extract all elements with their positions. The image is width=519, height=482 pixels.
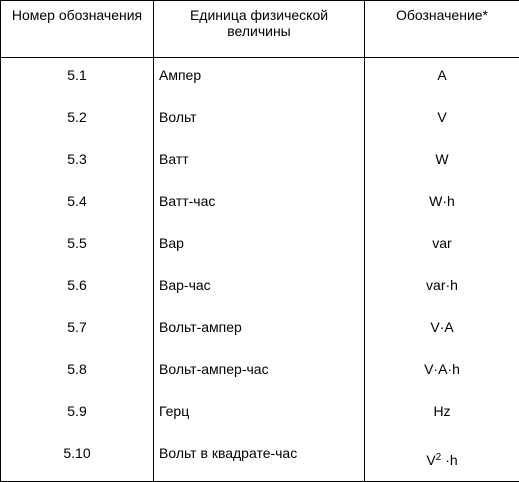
- symbol-base: V: [426, 452, 435, 468]
- row-number: 5.3: [1, 142, 154, 184]
- row-symbol: V·A: [365, 310, 519, 352]
- row-symbol: W·h: [365, 184, 519, 226]
- row-symbol: var: [365, 226, 519, 268]
- row-number: 5.4: [1, 184, 154, 226]
- row-unit-name: Вар-час: [154, 268, 365, 310]
- header-number: Номер обозначения: [1, 1, 154, 58]
- row-number: 5.5: [1, 226, 154, 268]
- row-unit-name: Ампер: [154, 58, 365, 100]
- row-symbol: Hz: [365, 394, 519, 436]
- row-unit-name: Вольт-ампер: [154, 310, 365, 352]
- header-symbol: Обозначение*: [365, 1, 519, 58]
- row-symbol: V·A·h: [365, 352, 519, 394]
- row-number: 5.1: [1, 58, 154, 100]
- table-row: [1, 142, 519, 184]
- header-row: [1, 1, 519, 58]
- row-symbol: [365, 436, 519, 482]
- row-number: 5.6: [1, 268, 154, 310]
- table-row: [1, 268, 519, 310]
- row-unit-name: Ватт: [154, 142, 365, 184]
- row-unit-name: Вольт-ампер-час: [154, 352, 365, 394]
- header-unit-name: Единица физической величины: [154, 1, 365, 58]
- row-unit-name: Герц: [154, 394, 365, 436]
- row-symbol: V: [365, 100, 519, 142]
- row-number: 5.2: [1, 100, 154, 142]
- row-unit-name: Ватт-час: [154, 184, 365, 226]
- table-row: [1, 436, 519, 482]
- row-symbol: var·h: [365, 268, 519, 310]
- table-row: [1, 184, 519, 226]
- table-row: [1, 58, 519, 100]
- row-symbol: W: [365, 142, 519, 184]
- row-number: 5.9: [1, 394, 154, 436]
- table-row: [1, 226, 519, 268]
- symbol-rest: ·h: [445, 452, 457, 468]
- row-unit-name: Вар: [154, 226, 365, 268]
- table-row: [1, 310, 519, 352]
- row-number: 5.10: [1, 436, 154, 482]
- row-number: 5.7: [1, 310, 154, 352]
- row-unit-name: Вольт: [154, 100, 365, 142]
- row-number: 5.8: [1, 352, 154, 394]
- table-row: [1, 394, 519, 436]
- table-row: [1, 100, 519, 142]
- row-unit-name: Вольт в квадрате-час: [154, 436, 365, 482]
- table-row: [1, 352, 519, 394]
- row-symbol: A: [365, 58, 519, 100]
- symbol-exponent: 2: [436, 452, 442, 463]
